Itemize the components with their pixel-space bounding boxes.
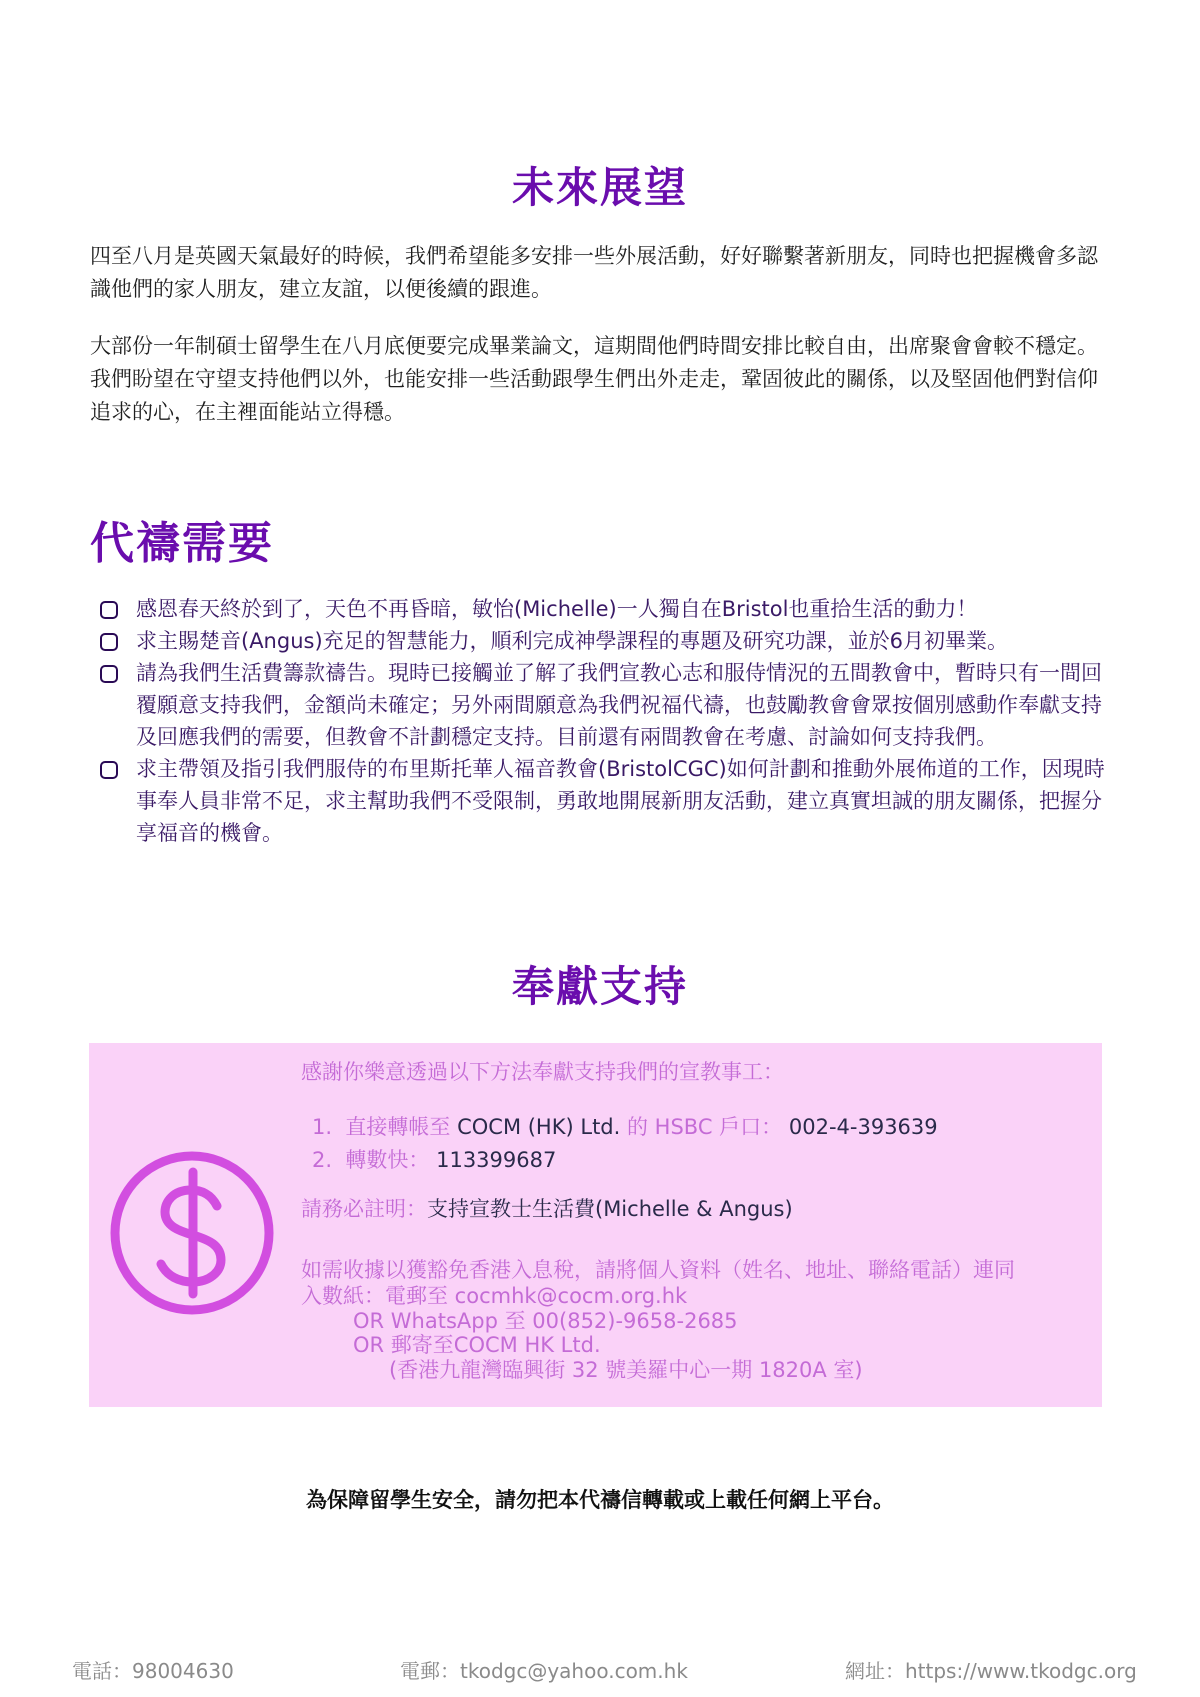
receipt-line: 如需收據以獲豁免香港入息稅，請將個人資料（姓名、地址、聯絡電話）連同 <box>301 1258 1015 1282</box>
prayer-item-text: 感恩春天終於到了，天色不再昏暗，敏怡(Michelle)一人獨自在Bristol也重拾生活的動力！ <box>136 597 978 621</box>
support-box <box>89 1043 1102 1407</box>
checkbox-icon[interactable] <box>100 633 118 651</box>
checkbox-icon[interactable] <box>100 601 118 619</box>
prayer-item <box>98 753 1110 849</box>
receipt-line: 入數紙：電郵至 cocmhk@cocm.org.hk <box>301 1284 688 1308</box>
method-number: 2. <box>312 1148 333 1172</box>
checkbox-icon[interactable] <box>100 761 118 779</box>
prayer-item <box>98 593 1110 625</box>
method-number: 1. <box>312 1115 333 1139</box>
support-note <box>301 1196 793 1222</box>
bank-account-number: 002-4-393639 <box>788 1115 938 1139</box>
receipt-line: OR WhatsApp 至 00(852)-9658-2685 <box>353 1309 738 1333</box>
prayer-item-text: 請為我們生活費籌款禱告。現時已接觸並了解了我們宣教心志和服侍情況的五間教會中，暫時只有一間回覆願意支持我們，金額尚未確定；另外兩間願意為我們祝福代禱，也鼓勵教會會眾按個別感動作奉獻支持及回應我們的需要，但教會不計劃穩定支持。目前還有兩間教會在考慮、討論如何支持我們。 <box>136 661 1102 749</box>
support-intro: 感謝你樂意透過以下方法奉獻支持我們的宣教事工： <box>301 1060 784 1084</box>
footer-phone: 電話：98004630 <box>72 1659 234 1683</box>
prayer-item <box>98 657 1110 753</box>
checkbox-icon[interactable] <box>100 665 118 683</box>
receipt-address: (香港九龍灣臨興街 32 號美羅中心一期 1820A 室) <box>389 1358 863 1382</box>
prayer-list <box>98 593 1110 849</box>
footer-email[interactable]: 電郵：tkodgc@yahoo.com.hk <box>400 1659 688 1683</box>
method-label-2: 的 HSBC 戶口： <box>627 1115 783 1139</box>
prayer-heading: 代禱需要 <box>90 518 274 569</box>
method-label: 直接轉帳至 <box>345 1115 451 1139</box>
support-method-1 <box>312 1114 938 1140</box>
note-value: 支持宣教士生活費(Michelle & Angus) <box>427 1197 793 1221</box>
support-heading: 奉獻支持 <box>511 962 688 1011</box>
fps-number: 113399687 <box>436 1148 557 1172</box>
receipt-line: OR 郵寄至COCM HK Ltd. <box>353 1333 601 1357</box>
future-paragraph-1: 四至八月是英國天氣最好的時候，我們希望能多安排一些外展活動，好好聯繫著新朋友，同時也把握機會多認識他們的家人朋友，建立友誼，以便後續的跟進。 <box>90 244 1098 301</box>
note-label: 請務必註明： <box>301 1197 427 1221</box>
prayer-item-text: 求主賜楚音(Angus)充足的智慧能力，順利完成神學課程的專題及研究功課，並於6月初畢業。 <box>136 629 1008 653</box>
safety-notice: 為保障留學生安全，請勿把本代禱信轉載或上載任何網上平台。 <box>306 1488 894 1512</box>
method-label: 轉數快： <box>345 1148 430 1172</box>
prayer-item <box>98 625 1110 657</box>
prayer-item-text: 求主帶領及指引我們服侍的布里斯托華人福音教會(BristolCGC)如何計劃和推動外展佈道的工作，因現時事奉人員非常不足，求主幫助我們不受限制，勇敢地開展新朋友活動，建立真實坦誠的朋友關係，把握分享福音的機會。 <box>136 757 1105 845</box>
footer-website[interactable]: 網址：https://www.tkodgc.org <box>845 1659 1137 1683</box>
future-heading: 未來展望 <box>511 163 688 212</box>
dollar-circle-icon <box>107 1148 277 1318</box>
method-company: COCM (HK) Ltd. <box>457 1115 621 1139</box>
support-method-2 <box>312 1147 556 1173</box>
future-paragraph-2: 大部份一年制碩士留學生在八月底便要完成畢業論文，這期間他們時間安排比較自由，出席聚會會較不穩定。我們盼望在守望支持他們以外，也能安排一些活動跟學生們出外走走，鞏固彼此的關係，以及堅固他們對信仰追求的心，在主裡面能站立得穩。 <box>90 334 1098 424</box>
